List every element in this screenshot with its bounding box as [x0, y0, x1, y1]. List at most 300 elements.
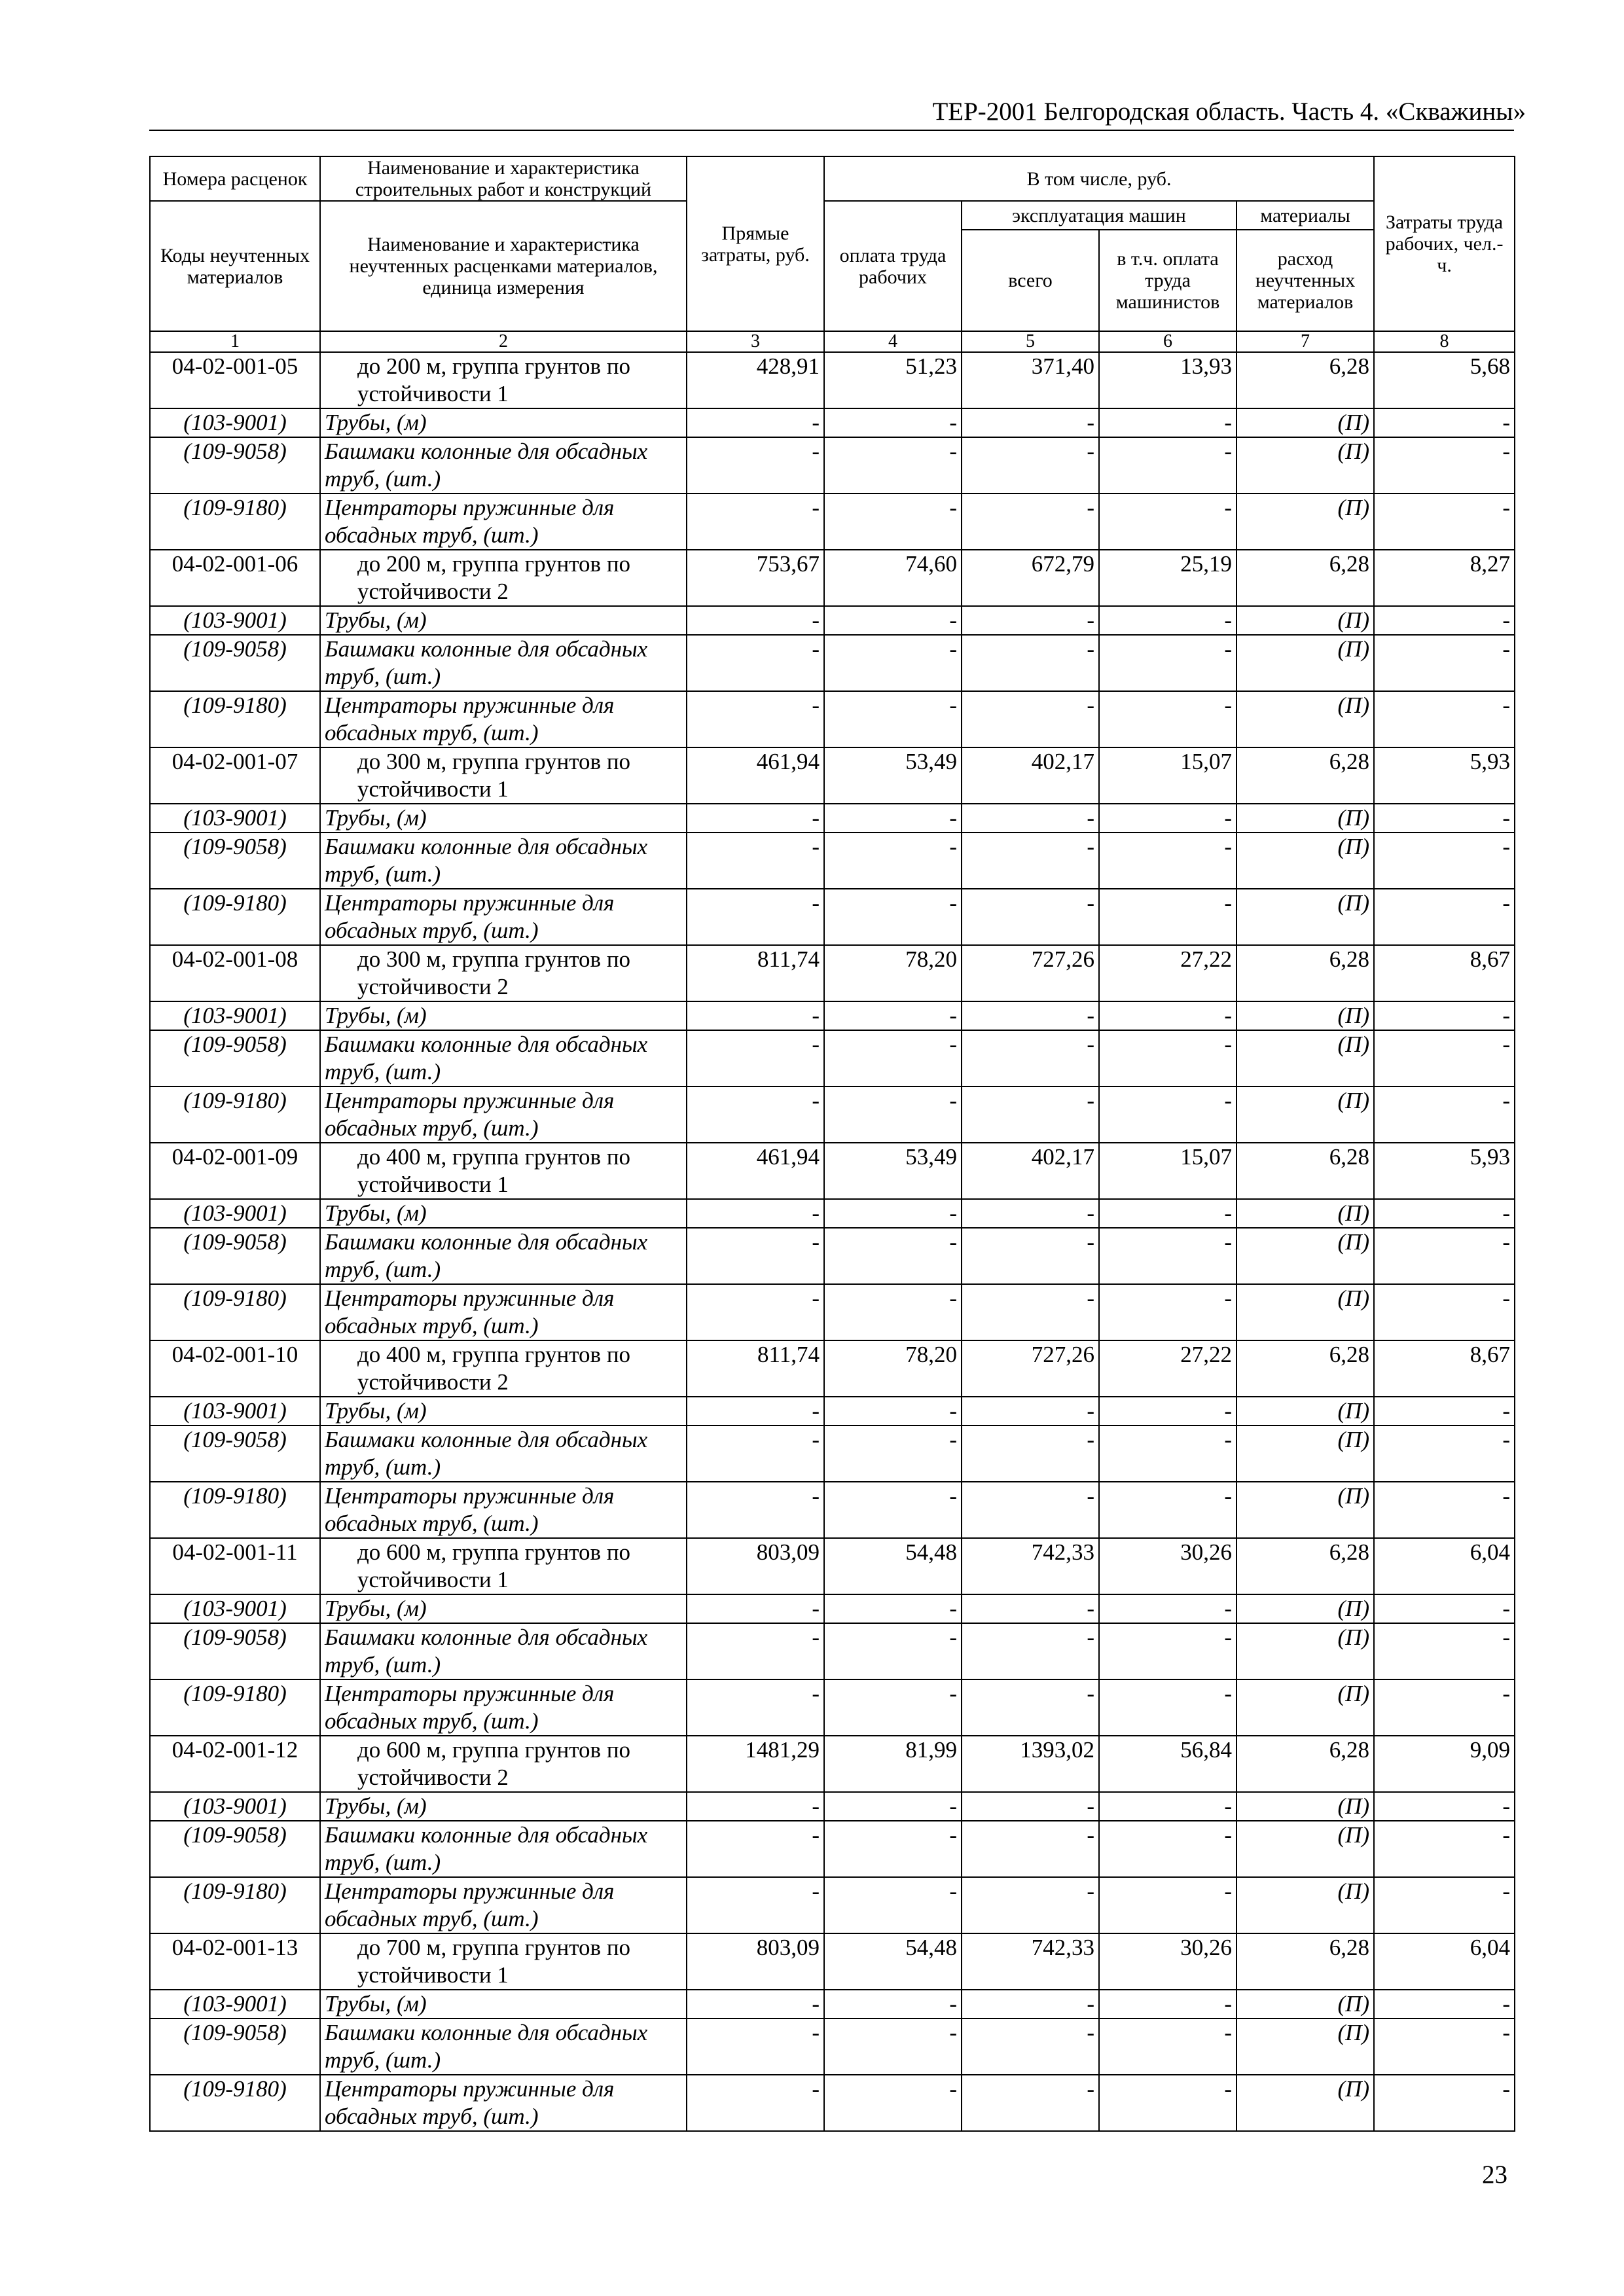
dash-cell: -	[1374, 804, 1515, 833]
material-row	[150, 408, 1515, 437]
header-material-codes: Коды неучтенных материалов	[150, 201, 320, 331]
dash-cell: -	[1374, 2075, 1515, 2131]
material-row	[150, 1086, 1515, 1143]
dash-cell: -	[1374, 889, 1515, 945]
dash-cell: -	[687, 1086, 824, 1143]
material-row	[150, 635, 1515, 691]
dash-cell: -	[687, 606, 824, 635]
labor-pay-cell: 74,60	[824, 550, 962, 606]
material-mark-cell: (П)	[1236, 1679, 1374, 1736]
dash-cell: -	[824, 493, 962, 550]
labor-hours-cell: 5,93	[1374, 747, 1515, 804]
dash-cell: -	[1374, 1792, 1515, 1821]
material-row	[150, 1679, 1515, 1736]
material-row	[150, 437, 1515, 493]
rate-name-cell	[320, 1736, 687, 1792]
dash-cell: -	[1099, 889, 1236, 945]
operators-pay-cell: 30,26	[1099, 1538, 1236, 1594]
operators-pay-cell: 15,07	[1099, 1143, 1236, 1199]
dash-cell: -	[687, 2075, 824, 2131]
rate-row	[150, 1933, 1515, 1990]
dash-cell: -	[824, 1990, 962, 2018]
dash-cell: -	[1374, 493, 1515, 550]
dash-cell: -	[687, 493, 824, 550]
machines-total-cell: 402,17	[962, 1143, 1099, 1199]
dash-cell: -	[962, 1397, 1099, 1426]
material-name-cell: Центраторы пружинные для обсадных труб, (шт.)	[320, 1482, 687, 1538]
material-code-cell: (103-9001)	[150, 1594, 320, 1623]
header-operators-pay: в т.ч. оплата труда машинистов	[1099, 230, 1236, 331]
dash-cell: -	[962, 1990, 1099, 2018]
header-including: В том числе, руб.	[824, 156, 1374, 201]
material-name-cell: Центраторы пружинные для обсадных труб, (шт.)	[320, 691, 687, 747]
material-row	[150, 2075, 1515, 2131]
machines-total-cell: 371,40	[962, 352, 1099, 408]
rate-name-cell	[320, 1143, 687, 1199]
dash-cell: -	[962, 1594, 1099, 1623]
material-name-cell: Трубы, (м)	[320, 1792, 687, 1821]
dash-cell: -	[1099, 1482, 1236, 1538]
dash-cell: -	[687, 1199, 824, 1228]
rate-name-cell	[320, 1933, 687, 1990]
dash-cell: -	[1099, 1199, 1236, 1228]
rate-row	[150, 1340, 1515, 1397]
dash-cell: -	[824, 1426, 962, 1482]
dash-cell: -	[687, 1623, 824, 1679]
dash-cell: -	[962, 1426, 1099, 1482]
document-header-title: ТЕР-2001 Белгородская область. Часть 4. «Скважины»	[932, 98, 1526, 126]
dash-cell: -	[1374, 1086, 1515, 1143]
dash-cell: -	[1099, 1030, 1236, 1086]
material-name-cell: Трубы, (м)	[320, 1990, 687, 2018]
material-code-cell: (109-9180)	[150, 1086, 320, 1143]
material-mark-cell: (П)	[1236, 2075, 1374, 2131]
material-mark-cell: (П)	[1236, 1426, 1374, 1482]
material-name-cell: Центраторы пружинные для обсадных труб, (шт.)	[320, 493, 687, 550]
dash-cell: -	[1374, 1001, 1515, 1030]
rate-name-text: до 600 м, группа грунтов по устойчивости 1	[357, 1539, 631, 1592]
material-code-cell: (109-9180)	[150, 1284, 320, 1340]
dash-cell: -	[962, 606, 1099, 635]
direct-cost-cell: 803,09	[687, 1933, 824, 1990]
dash-cell: -	[824, 1877, 962, 1933]
material-code-cell: (103-9001)	[150, 1792, 320, 1821]
header-direct-costs: Прямые затраты, руб.	[687, 156, 824, 331]
material-row	[150, 1397, 1515, 1426]
rate-name-text: до 400 м, группа грунтов по устойчивости 1	[357, 1144, 631, 1197]
dash-cell: -	[1099, 833, 1236, 889]
material-row	[150, 691, 1515, 747]
material-code-cell: (109-9180)	[150, 1482, 320, 1538]
dash-cell: -	[824, 1821, 962, 1877]
material-row	[150, 1990, 1515, 2018]
dash-cell: -	[962, 1228, 1099, 1284]
direct-cost-cell: 803,09	[687, 1538, 824, 1594]
material-mark-cell: (П)	[1236, 1199, 1374, 1228]
rate-code-cell: 04-02-001-08	[150, 945, 320, 1001]
dash-cell: -	[687, 691, 824, 747]
operators-pay-cell: 25,19	[1099, 550, 1236, 606]
material-code-cell: (103-9001)	[150, 408, 320, 437]
material-mark-cell: (П)	[1236, 493, 1374, 550]
rate-name-cell	[320, 352, 687, 408]
dash-cell: -	[962, 1284, 1099, 1340]
dash-cell: -	[687, 1482, 824, 1538]
material-row	[150, 1001, 1515, 1030]
dash-cell: -	[962, 804, 1099, 833]
rate-code-cell: 04-02-001-13	[150, 1933, 320, 1990]
table-header	[150, 156, 1515, 331]
dash-cell: -	[1374, 1877, 1515, 1933]
materials-cell: 6,28	[1236, 1143, 1374, 1199]
material-row	[150, 1284, 1515, 1340]
dash-cell: -	[962, 2018, 1099, 2075]
material-row	[150, 1792, 1515, 1821]
material-row	[150, 804, 1515, 833]
dash-cell: -	[1099, 1792, 1236, 1821]
rate-code-cell: 04-02-001-07	[150, 747, 320, 804]
dash-cell: -	[824, 1397, 962, 1426]
dash-cell: -	[824, 408, 962, 437]
dash-cell: -	[1374, 1594, 1515, 1623]
rate-name-cell	[320, 1340, 687, 1397]
rate-name-text: до 200 м, группа грунтов по устойчивости 1	[357, 353, 631, 406]
machines-total-cell: 742,33	[962, 1933, 1099, 1990]
dash-cell: -	[1099, 1284, 1236, 1340]
dash-cell: -	[687, 1397, 824, 1426]
material-code-cell: (109-9058)	[150, 1426, 320, 1482]
rate-row	[150, 1736, 1515, 1792]
dash-cell: -	[1099, 1623, 1236, 1679]
material-name-cell: Центраторы пружинные для обсадных труб, (шт.)	[320, 889, 687, 945]
rate-row	[150, 550, 1515, 606]
operators-pay-cell: 56,84	[1099, 1736, 1236, 1792]
header-labor-hours: Затраты труда рабочих, чел.-ч.	[1374, 156, 1515, 331]
machines-total-cell: 402,17	[962, 747, 1099, 804]
rate-code-cell: 04-02-001-12	[150, 1736, 320, 1792]
dash-cell: -	[1374, 2018, 1515, 2075]
material-name-cell: Трубы, (м)	[320, 1199, 687, 1228]
rate-name-cell	[320, 1538, 687, 1594]
rate-code-cell: 04-02-001-05	[150, 352, 320, 408]
dash-cell: -	[824, 635, 962, 691]
dash-cell: -	[824, 1030, 962, 1086]
material-row	[150, 1821, 1515, 1877]
material-name-cell: Башмаки колонные для обсадных труб, (шт.)	[320, 1623, 687, 1679]
material-code-cell: (103-9001)	[150, 1199, 320, 1228]
material-mark-cell: (П)	[1236, 1877, 1374, 1933]
rate-code-cell: 04-02-001-09	[150, 1143, 320, 1199]
dash-cell: -	[687, 1030, 824, 1086]
dash-cell: -	[962, 1086, 1099, 1143]
material-name-cell: Трубы, (м)	[320, 606, 687, 635]
material-code-cell: (109-9058)	[150, 635, 320, 691]
material-name-cell: Трубы, (м)	[320, 1594, 687, 1623]
rate-code-cell: 04-02-001-10	[150, 1340, 320, 1397]
dash-cell: -	[1099, 2018, 1236, 2075]
dash-cell: -	[824, 833, 962, 889]
materials-cell: 6,28	[1236, 1736, 1374, 1792]
column-number: 4	[824, 331, 962, 352]
dash-cell: -	[1099, 606, 1236, 635]
material-code-cell: (109-9058)	[150, 1228, 320, 1284]
material-mark-cell: (П)	[1236, 833, 1374, 889]
labor-pay-cell: 78,20	[824, 945, 962, 1001]
operators-pay-cell: 27,22	[1099, 945, 1236, 1001]
dash-cell: -	[687, 889, 824, 945]
material-row	[150, 1623, 1515, 1679]
dash-cell: -	[962, 1001, 1099, 1030]
dash-cell: -	[1099, 437, 1236, 493]
column-number: 3	[687, 331, 824, 352]
direct-cost-cell: 811,74	[687, 1340, 824, 1397]
dash-cell: -	[962, 889, 1099, 945]
material-mark-cell: (П)	[1236, 691, 1374, 747]
dash-cell: -	[824, 1284, 962, 1340]
labor-pay-cell: 81,99	[824, 1736, 962, 1792]
material-row	[150, 1199, 1515, 1228]
dash-cell: -	[1099, 1001, 1236, 1030]
material-code-cell: (109-9058)	[150, 437, 320, 493]
material-mark-cell: (П)	[1236, 1990, 1374, 2018]
rate-name-text: до 700 м, группа грунтов по устойчивости 1	[357, 1935, 631, 1988]
dash-cell: -	[1099, 1426, 1236, 1482]
dash-cell: -	[1099, 1397, 1236, 1426]
materials-cell: 6,28	[1236, 352, 1374, 408]
material-mark-cell: (П)	[1236, 1001, 1374, 1030]
dash-cell: -	[687, 1679, 824, 1736]
dash-cell: -	[1099, 691, 1236, 747]
material-code-cell: (109-9058)	[150, 2018, 320, 2075]
rate-name-cell	[320, 747, 687, 804]
dash-cell: -	[687, 1426, 824, 1482]
dash-cell: -	[824, 1679, 962, 1736]
column-number: 6	[1099, 331, 1236, 352]
dash-cell: -	[1374, 691, 1515, 747]
material-row	[150, 1482, 1515, 1538]
dash-cell: -	[1374, 1199, 1515, 1228]
material-mark-cell: (П)	[1236, 635, 1374, 691]
material-mark-cell: (П)	[1236, 1030, 1374, 1086]
material-code-cell: (109-9180)	[150, 2075, 320, 2131]
dash-cell: -	[962, 437, 1099, 493]
rate-row	[150, 352, 1515, 408]
rate-code-cell: 04-02-001-11	[150, 1538, 320, 1594]
dash-cell: -	[1374, 833, 1515, 889]
dash-cell: -	[824, 889, 962, 945]
dash-cell: -	[687, 1792, 824, 1821]
dash-cell: -	[687, 833, 824, 889]
material-code-cell: (109-9058)	[150, 1623, 320, 1679]
material-row	[150, 1426, 1515, 1482]
page-number: 23	[1482, 2161, 1507, 2189]
machines-total-cell: 1393,02	[962, 1736, 1099, 1792]
direct-cost-cell: 461,94	[687, 1143, 824, 1199]
material-code-cell: (109-9058)	[150, 1821, 320, 1877]
dash-cell: -	[1099, 635, 1236, 691]
material-code-cell: (103-9001)	[150, 1990, 320, 2018]
materials-cell: 6,28	[1236, 1340, 1374, 1397]
material-code-cell: (103-9001)	[150, 606, 320, 635]
dash-cell: -	[1099, 804, 1236, 833]
dash-cell: -	[687, 437, 824, 493]
material-name-cell: Башмаки колонные для обсадных труб, (шт.)	[320, 437, 687, 493]
material-row	[150, 1594, 1515, 1623]
dash-cell: -	[1099, 1877, 1236, 1933]
material-name-cell: Трубы, (м)	[320, 408, 687, 437]
labor-pay-cell: 51,23	[824, 352, 962, 408]
labor-pay-cell: 53,49	[824, 1143, 962, 1199]
labor-hours-cell: 9,09	[1374, 1736, 1515, 1792]
dash-cell: -	[1099, 1228, 1236, 1284]
dash-cell: -	[1374, 1426, 1515, 1482]
dash-cell: -	[1374, 606, 1515, 635]
material-row	[150, 1877, 1515, 1933]
material-mark-cell: (П)	[1236, 1284, 1374, 1340]
dash-cell: -	[962, 635, 1099, 691]
dash-cell: -	[1099, 1594, 1236, 1623]
material-row	[150, 833, 1515, 889]
dash-cell: -	[1374, 1030, 1515, 1086]
dash-cell: -	[962, 2075, 1099, 2131]
materials-cell: 6,28	[1236, 1538, 1374, 1594]
dash-cell: -	[1099, 408, 1236, 437]
machines-total-cell: 727,26	[962, 1340, 1099, 1397]
material-mark-cell: (П)	[1236, 1594, 1374, 1623]
dash-cell: -	[687, 1284, 824, 1340]
material-code-cell: (109-9180)	[150, 493, 320, 550]
direct-cost-cell: 428,91	[687, 352, 824, 408]
dash-cell: -	[962, 1821, 1099, 1877]
dash-cell: -	[824, 1001, 962, 1030]
rate-row	[150, 1538, 1515, 1594]
dash-cell: -	[824, 691, 962, 747]
machines-total-cell: 672,79	[962, 550, 1099, 606]
dash-cell: -	[1374, 1228, 1515, 1284]
material-name-cell: Трубы, (м)	[320, 804, 687, 833]
dash-cell: -	[687, 2018, 824, 2075]
material-name-cell: Центраторы пружинные для обсадных труб, (шт.)	[320, 1679, 687, 1736]
dash-cell: -	[687, 408, 824, 437]
dash-cell: -	[1374, 1990, 1515, 2018]
header-rule	[149, 130, 1514, 131]
direct-cost-cell: 1481,29	[687, 1736, 824, 1792]
labor-hours-cell: 5,68	[1374, 352, 1515, 408]
material-code-cell: (109-9180)	[150, 691, 320, 747]
material-name-cell: Центраторы пружинные для обсадных труб, (шт.)	[320, 1284, 687, 1340]
rate-row	[150, 747, 1515, 804]
dash-cell: -	[824, 1594, 962, 1623]
rate-row	[150, 1143, 1515, 1199]
materials-cell: 6,28	[1236, 747, 1374, 804]
dash-cell: -	[962, 408, 1099, 437]
material-row	[150, 1228, 1515, 1284]
dash-cell: -	[687, 804, 824, 833]
dash-cell: -	[1099, 1821, 1236, 1877]
material-name-cell: Башмаки колонные для обсадных труб, (шт.)	[320, 1228, 687, 1284]
dash-cell: -	[824, 606, 962, 635]
operators-pay-cell: 30,26	[1099, 1933, 1236, 1990]
material-mark-cell: (П)	[1236, 1821, 1374, 1877]
dash-cell: -	[962, 1679, 1099, 1736]
dash-cell: -	[1374, 408, 1515, 437]
material-name-cell: Центраторы пружинные для обсадных труб, (шт.)	[320, 1086, 687, 1143]
material-mark-cell: (П)	[1236, 804, 1374, 833]
rate-name-cell	[320, 945, 687, 1001]
column-number-row	[150, 331, 1515, 352]
materials-cell: 6,28	[1236, 945, 1374, 1001]
material-row	[150, 493, 1515, 550]
dash-cell: -	[962, 493, 1099, 550]
dash-cell: -	[962, 1792, 1099, 1821]
column-number: 8	[1374, 331, 1515, 352]
column-number: 7	[1236, 331, 1374, 352]
rate-row	[150, 945, 1515, 1001]
labor-pay-cell: 54,48	[824, 1538, 962, 1594]
header-unaccounted-materials: расход неучтенных материалов	[1236, 230, 1374, 331]
material-mark-cell: (П)	[1236, 1397, 1374, 1426]
dash-cell: -	[1374, 1397, 1515, 1426]
dash-cell: -	[687, 635, 824, 691]
rate-name-text: до 300 м, группа грунтов по устойчивости 2	[357, 946, 631, 999]
dash-cell: -	[687, 1228, 824, 1284]
dash-cell: -	[824, 1199, 962, 1228]
operators-pay-cell: 15,07	[1099, 747, 1236, 804]
dash-cell: -	[824, 1792, 962, 1821]
material-code-cell: (103-9001)	[150, 804, 320, 833]
header-materials: материалы	[1236, 201, 1374, 230]
dash-cell: -	[687, 1990, 824, 2018]
header-rate-numbers: Номера расценок	[150, 156, 320, 201]
labor-hours-cell: 8,67	[1374, 1340, 1515, 1397]
material-mark-cell: (П)	[1236, 1086, 1374, 1143]
dash-cell: -	[1374, 1482, 1515, 1538]
material-name-cell: Башмаки колонные для обсадных труб, (шт.)	[320, 833, 687, 889]
dash-cell: -	[1374, 1623, 1515, 1679]
rate-name-cell	[320, 550, 687, 606]
dash-cell: -	[687, 1594, 824, 1623]
material-mark-cell: (П)	[1236, 408, 1374, 437]
dash-cell: -	[962, 691, 1099, 747]
dash-cell: -	[1099, 493, 1236, 550]
rate-name-text: до 400 м, группа грунтов по устойчивости 2	[357, 1342, 631, 1395]
column-number: 2	[320, 331, 687, 352]
rate-code-cell: 04-02-001-06	[150, 550, 320, 606]
dash-cell: -	[687, 1001, 824, 1030]
material-name-cell: Центраторы пружинные для обсадных труб, (шт.)	[320, 1877, 687, 1933]
materials-cell: 6,28	[1236, 550, 1374, 606]
labor-pay-cell: 54,48	[824, 1933, 962, 1990]
header-machine-operation: эксплуатация машин	[962, 201, 1236, 230]
labor-pay-cell: 78,20	[824, 1340, 962, 1397]
dash-cell: -	[962, 1030, 1099, 1086]
material-row	[150, 1030, 1515, 1086]
material-name-cell: Башмаки колонные для обсадных труб, (шт.)	[320, 1821, 687, 1877]
dash-cell: -	[1099, 1679, 1236, 1736]
materials-cell: 6,28	[1236, 1933, 1374, 1990]
dash-cell: -	[1374, 1284, 1515, 1340]
material-code-cell: (103-9001)	[150, 1397, 320, 1426]
dash-cell: -	[1099, 1086, 1236, 1143]
dash-cell: -	[824, 804, 962, 833]
material-row	[150, 606, 1515, 635]
operators-pay-cell: 13,93	[1099, 352, 1236, 408]
material-code-cell: (109-9180)	[150, 1679, 320, 1736]
dash-cell: -	[824, 1623, 962, 1679]
operators-pay-cell: 27,22	[1099, 1340, 1236, 1397]
dash-cell: -	[962, 1877, 1099, 1933]
column-number: 1	[150, 331, 320, 352]
